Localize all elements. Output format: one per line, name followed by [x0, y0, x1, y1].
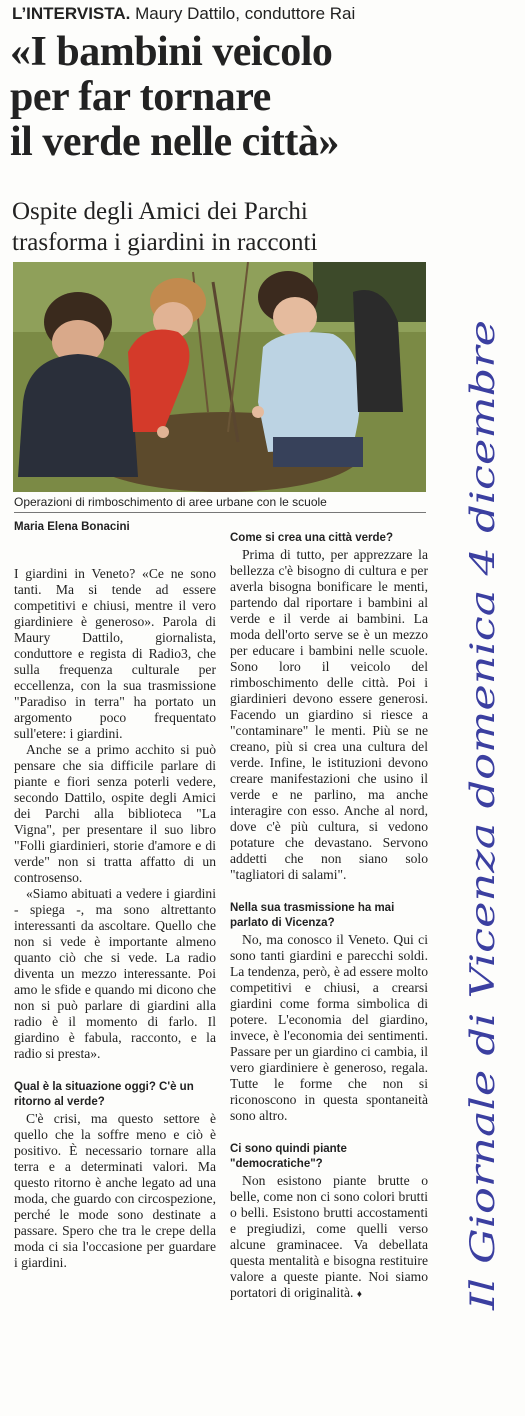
paragraph: «Siamo abituati a vedere i giardini - spiega -, ma sono altrettanto interessanti da ascoltare. Quello che non si vede è importante almeno quanto ciò che si vede. La radio diventa un mezzo interessante. Poi amo le sfide e quando mi dicono che non si può parlare di giardini alla radio è il momento di farlo. Il giardino è fabula, racconto, e la radio si presta». [14, 886, 216, 1061]
article-column-1 [14, 566, 216, 1271]
article-photo [13, 262, 426, 492]
subtitle-line-1: Ospite degli Amici dei Parchi [12, 198, 308, 225]
photo-children-planting [13, 262, 426, 492]
headline-line-2: per far tornare [10, 74, 271, 120]
interview-question: Come si crea una città verde? [230, 532, 393, 544]
interview-question: Nella sua trasmissione ha mai parlato di Vicenza? [230, 902, 395, 929]
article-column-2 [230, 531, 428, 1303]
handwritten-text: Il Giornale di Vicenza domenica 4 dicembre [463, 555, 503, 1310]
interview-question: Ci sono quindi piante "democratiche"? [230, 1143, 347, 1170]
handwritten-note [436, 310, 516, 1410]
interview-answer: Prima di tutto, per apprezzare la bellezza c'è bisogno di cultura e per averla bisogna bonificare le menti, partendo dal riportare i bambini al verde e il verde ai bambini. La moda dell'orto serve se è un mezzo per educare i bambini nelle scuole. Sono loro il veicolo del rimboschimento delle città. Poi i giardinieri devono essere generosi. Facendo un giardino si riesce a "contaminare" le menti. Più se ne creano, più si crea una cultura del verde. Infine, le istituzioni devono creare manifestazioni che usino il verde e ne parlino, ma anche interagire con esso. Anche al nord, dove c'è più cultura, si vedono potature che devastano. Servono addetti che non siano solo "tagliatori di salami". [230, 547, 428, 882]
kicker [12, 4, 355, 24]
interview-question: Qual è la situazione oggi? C'è un ritorno al verde? [14, 1081, 194, 1108]
paragraph: Anche se a primo acchito si può pensare che sia difficile parlare di piante e fiori senza poterli vedere, secondo Dattilo, ospite degli Amici dei Parchi alla biblioteca "La Vigna", per presentare il suo libro "Folli giardinieri, storie d'amore e di verde" non si tratta affatto di un controsenso. [14, 742, 216, 885]
answer-text: Non esistono piante brutte o belle, come non ci sono colori brutti o belli. Esistono brutti accostamenti e pregiudizi, come quelli verso alcune graminacee. Va debellata questa mentalità e bisogna restituire valore a queste piante. Noi siamo portatori di originalità. [230, 1173, 428, 1300]
handwritten-note-svg [436, 310, 516, 1410]
interview-answer: No, ma conosco il Veneto. Qui ci sono tanti giardini e parecchi soldi. La tendenza, però, è ad essere molto competitivi e chiusi, a crearsi giardini come forma simbolica di potere. L'economia del giardino, invece, è l'economia dei sentimenti. Passare per un giardino ci cambia, il vero giardiniere è generoso, regala. Tutte le forme che non si riconoscono in questa spontaneità sono altro. [230, 932, 428, 1123]
kicker-subject: Maury Dattilo, conduttore Rai [135, 4, 356, 23]
interview-answer: C'è crisi, ma questo settore è quello che la soffre meno e ciò è positivo. È necessario tornare alla terra e a determinati valori. Ma questo ritorno è anche legato ad una moda, che guardo con circospezione, perché le mode sono destinate a passare. Spero che tra le crepe della moda ci sia l'occasione per guardare i giardini. [14, 1111, 216, 1270]
kicker-label: L’INTERVISTA. [12, 4, 131, 23]
headline-line-3: il verde nelle città» [10, 119, 339, 165]
divider [14, 512, 426, 513]
paragraph: I giardini in Veneto? «Ce ne sono tanti. Ma si tende ad essere competitivi e chiusi, mentre il vero giardiniere è generoso». Parola di Maury Dattilo, giornalista, conduttore e regista di Radio3, che sulla frequenza culturale per eccellenza, con la sua trasmissione "Paradiso in terra" ha portato un argomento poco frequentato sull'etere: i giardini. [14, 566, 216, 741]
interview-answer [230, 1173, 428, 1303]
subtitle [12, 196, 452, 258]
photo-caption: Operazioni di rimboschimento di aree urbane con le scuole [14, 495, 327, 509]
subtitle-line-2: trasforma i giardini in racconti [12, 229, 318, 256]
byline: Maria Elena Bonacini [14, 521, 130, 533]
headline-line-1: «I bambini veicolo [10, 29, 333, 75]
headline [10, 30, 440, 165]
end-mark: ♦ [356, 1289, 362, 1300]
